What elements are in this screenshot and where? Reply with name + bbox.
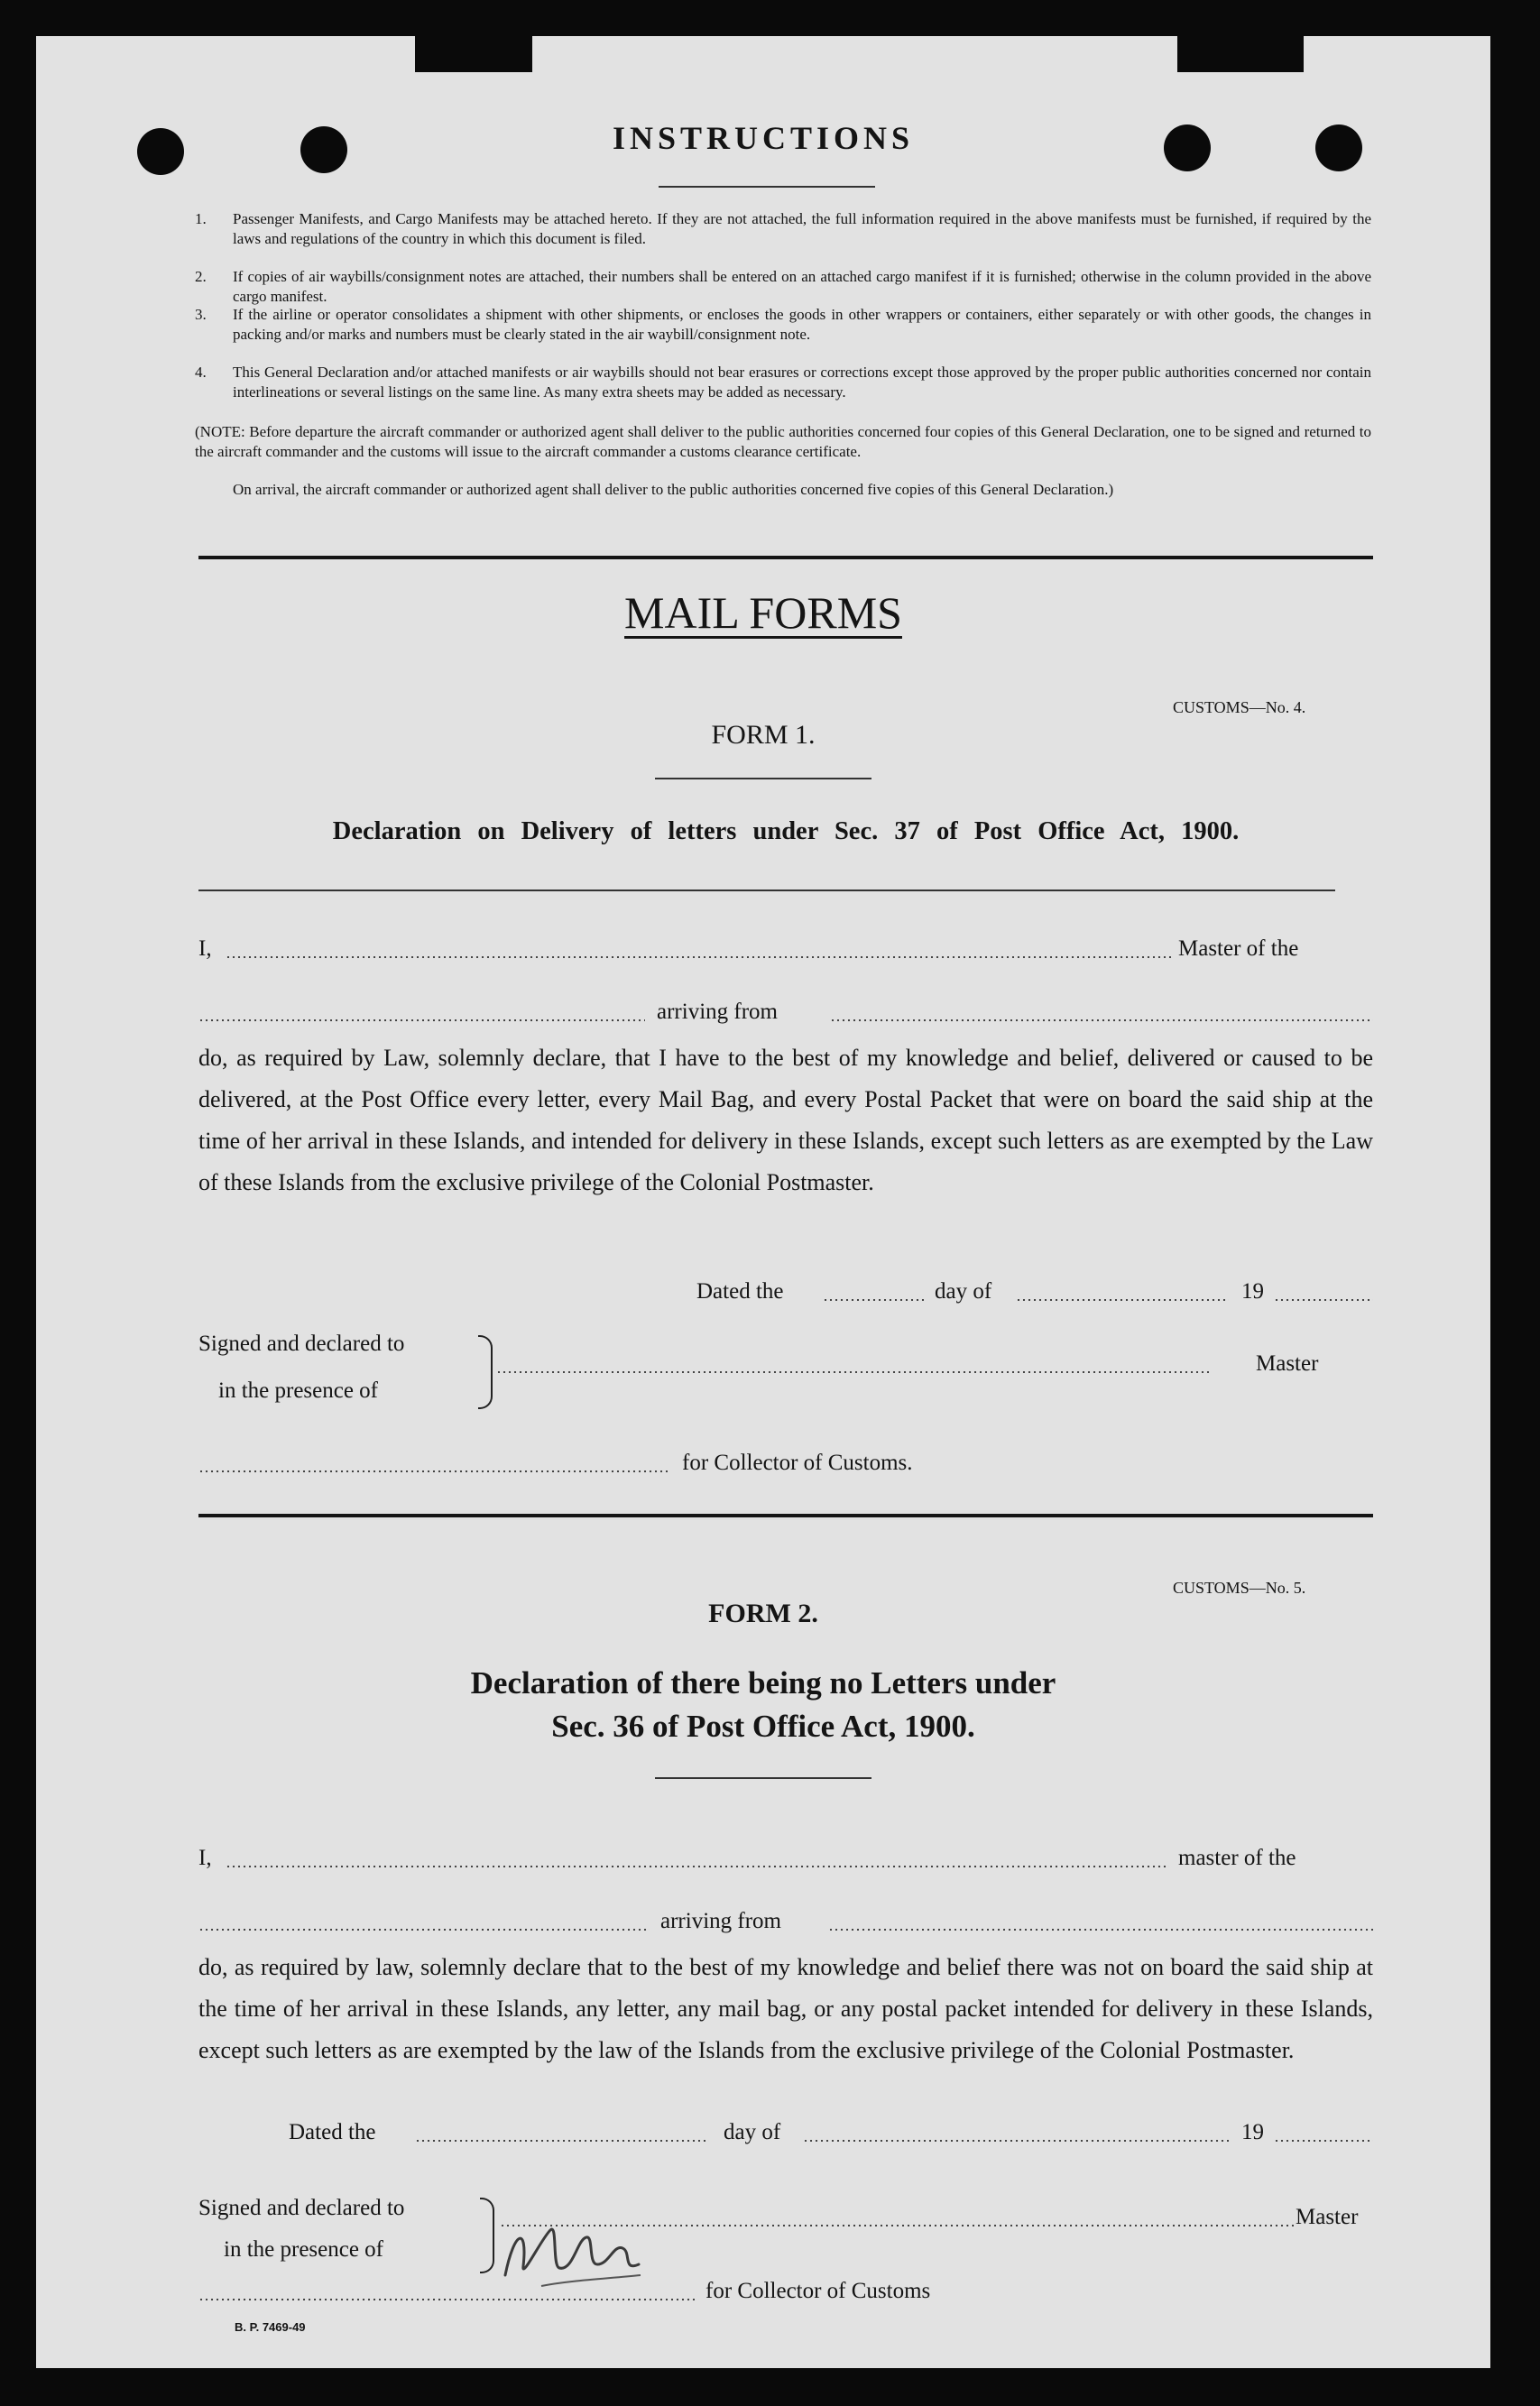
- form1-year: 19: [1241, 1279, 1264, 1304]
- form1-date-line: [823, 1299, 924, 1301]
- form2-customs-number: CUSTOMS—No. 5.: [1173, 1579, 1306, 1597]
- form2-heading-line2: Sec. 36 of Post Office Act, 1900.: [551, 1709, 975, 1744]
- document-page: [36, 36, 1490, 2368]
- form2-for-collector: for Collector of Customs: [705, 2279, 931, 2303]
- form1-signed-declared: Signed and declared to: [198, 1332, 405, 1356]
- instruction-item: This General Declaration and/or attached manifests or air waybills should not bear erasures or corrections except those approved by the proper public authorities concerned nor contain interlineations or several listings on the same line. As many extra sheets may be added as necessary.: [233, 364, 1371, 401]
- form2-heading-line1: Declaration of there being no Letters under: [470, 1665, 1056, 1701]
- top-edge-notch: [1177, 36, 1304, 72]
- instruction-item: If the airline or operator consolidates a shipment with other shipments, or encloses the goods in other wrappers or containers, either separately or with other goods, the changes in packing and/or marks and numbers must be clearly stated in the air waybill/consignment note.: [233, 306, 1371, 343]
- form1-customs-number: CUSTOMS—No. 4.: [1173, 698, 1306, 716]
- form1-dated-the: Dated the: [696, 1279, 784, 1304]
- form2-i-label: I,: [198, 1846, 212, 1870]
- mail-forms-title: [36, 586, 1490, 639]
- form1-title-underline: [655, 778, 871, 779]
- instructions-underline: [659, 186, 875, 188]
- form1-arriving-from: arriving from: [657, 1000, 778, 1024]
- form2-date-line: [415, 2140, 709, 2142]
- form2-collector-signature-line: [198, 2299, 695, 2300]
- instruction-number: 3.: [195, 306, 207, 323]
- form1-heading-rule: [198, 890, 1335, 891]
- form2-declaration-body: do, as required by law, solemnly declare that to the best of my knowledge and belief there was not on board the said ship at the time of her arrival in these Islands, any letter, any mail bag, or any postal packet intended for delivery in these Islands, except such letters as are exempted by the law of the Islands from the exclusive privilege of the Colonial Postmaster.: [198, 1954, 1373, 2063]
- form2-title: FORM 2.: [708, 1599, 818, 1628]
- form2-master-label: Master: [1296, 2205, 1359, 2229]
- instruction-number: 4.: [195, 364, 207, 381]
- instruction-note: (NOTE: Before departure the aircraft commander or authorized agent shall deliver to the public authorities concerned four copies of this General Declaration, one to be signed and returned to the aircraft commander and the customs will issue to the aircraft commander a customs clearance certificate.: [195, 423, 1371, 460]
- form2-dated-the: Dated the: [289, 2120, 376, 2144]
- form1-collector-signature-line: [198, 1470, 668, 1472]
- form2-arriving-from: arriving from: [660, 1909, 781, 1933]
- form1-for-collector: for Collector of Customs.: [682, 1451, 913, 1475]
- form2-year-line: [1274, 2140, 1373, 2142]
- form1-month-line: [1016, 1299, 1229, 1301]
- form1-declaration-body: do, as required by Law, solemnly declare, that I have to the best of my knowledge and belief, delivered or caused to be delivered, at the Post Office every letter, every Mail Bag, and every Postal Packet that were on board the said ship at the time of her arrival in these Islands, and intended for delivery in these Islands, except such letters as are exempted by the Law of these Islands from the exclusive privilege of the Colonial Postmaster.: [198, 1045, 1373, 1195]
- form2-day-of: day of: [724, 2120, 781, 2144]
- instruction-number: 2.: [195, 268, 207, 285]
- print-code: B. P. 7469-49: [235, 2320, 306, 2334]
- form2-heading: [36, 1662, 1490, 1748]
- form2-master-of-the: master of the: [1178, 1846, 1296, 1870]
- form1-year-line: [1274, 1299, 1373, 1301]
- form1-master-label: Master: [1256, 1351, 1319, 1376]
- form2-signed-declared: Signed and declared to: [198, 2196, 405, 2220]
- form1-brace: [478, 1335, 493, 1409]
- section-divider: [198, 556, 1373, 559]
- form2-ship-name-line: [198, 1929, 650, 1931]
- form2-heading-underline: [655, 1777, 871, 1779]
- form1-ship-name-line: [198, 1019, 645, 1021]
- mail-forms-title-text: MAIL FORMS: [624, 587, 902, 638]
- top-edge-notch: [415, 36, 532, 72]
- form2-year: 19: [1241, 2120, 1264, 2144]
- form1-master-name-line: [226, 956, 1173, 958]
- form1-master-of-the: Master of the: [1178, 936, 1299, 961]
- form1-origin-line: [830, 1019, 1373, 1021]
- form1-master-signature-line: [496, 1371, 1209, 1373]
- handwritten-signature: [487, 2212, 650, 2293]
- form1-heading: Declaration on Delivery of letters under Sec. 37 of Post Office Act, 1900.: [332, 817, 1240, 845]
- form2-month-line: [803, 2140, 1231, 2142]
- form-divider: [198, 1514, 1373, 1517]
- instruction-number: 1.: [195, 210, 207, 227]
- instruction-item: Passenger Manifests, and Cargo Manifests may be attached hereto. If they are not attached, the full information required in the above manifests must be furnished, if required by the laws and regulations of the country in which this document is filed.: [233, 210, 1371, 247]
- form1-in-presence-of: in the presence of: [218, 1378, 379, 1403]
- instruction-note-arrival: On arrival, the aircraft commander or authorized agent shall deliver to the public authorities concerned five copies of this General Declaration.): [233, 481, 1114, 498]
- instructions-title: INSTRUCTIONS: [612, 120, 915, 156]
- form2-in-presence-of: in the presence of: [224, 2237, 384, 2262]
- form2-origin-line: [828, 1929, 1373, 1931]
- form1-title: FORM 1.: [711, 720, 816, 750]
- instruction-item: If copies of air waybills/consignment notes are attached, their numbers shall be entered on an attached cargo manifest if it is furnished; otherwise in the column provided in the above cargo manifest.: [233, 268, 1371, 305]
- form1-day-of: day of: [935, 1279, 992, 1304]
- form2-master-name-line: [226, 1866, 1169, 1867]
- form1-i-label: I,: [198, 936, 212, 961]
